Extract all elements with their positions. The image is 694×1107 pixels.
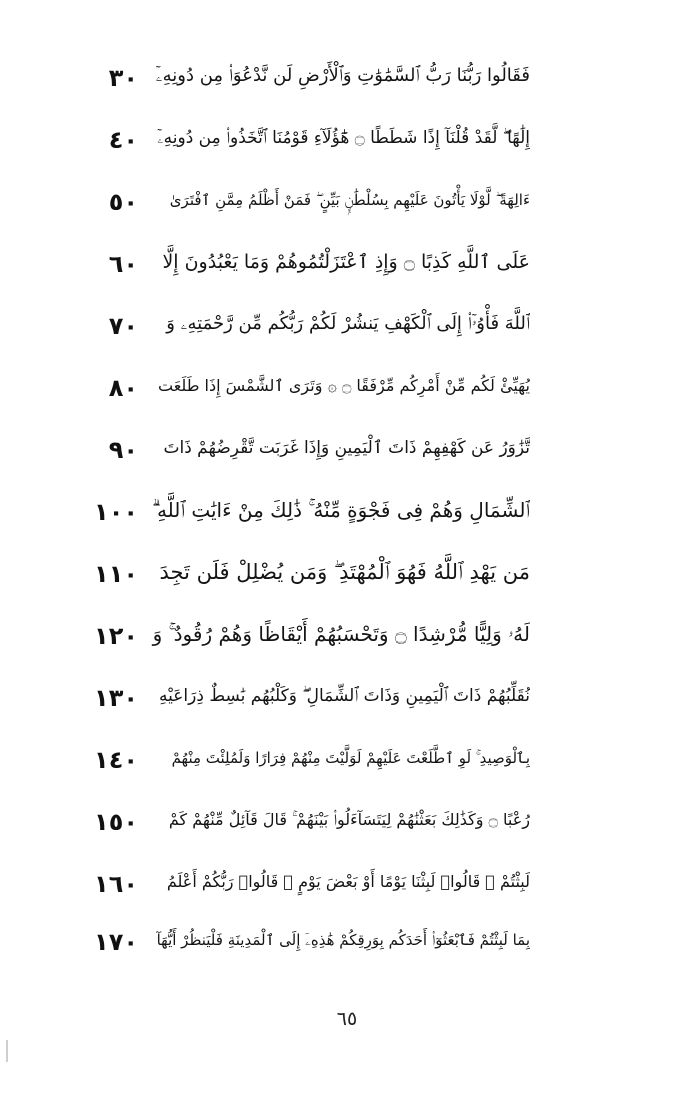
verse-text: إِلَٰهًا ۖ لَّقَدْ قُلْنَآ إِذًا شَطَطًا ۝ هَٰٓؤُلَآءِ قَوْمُنَا ٱتَّخَذُوا۟ مِن دُونِهِۦٓ bbox=[157, 128, 530, 148]
line-count-number: ٨٠ bbox=[108, 374, 138, 402]
page-number: ٦٥ bbox=[336, 1008, 358, 1030]
line-count-number: ٧٠ bbox=[108, 312, 138, 340]
verse-text: بِمَا لَبِثْتُمْ فَٱبْعَثُوٓا۟ أَحَدَكُم بِوَرِقِكُمْ هَٰذِهِۦٓ إِلَى ٱلْمَدِينَةِ فَلْيَنظُرْ أَيُّهَآ bbox=[156, 931, 530, 949]
verse-text: ٱلشِّمَالِ وَهُمْ فِى فَجْوَةٍ مِّنْهُ ۚ ذَٰلِكَ مِنْ ءَايَٰتِ ٱللَّهِ ۗ bbox=[151, 498, 530, 522]
text-line-6 bbox=[0, 360, 694, 410]
verse-text: عَلَى ٱللَّهِ كَذِبًا ۝ وَإِذِ ٱعْتَزَلْتُمُوهُمْ وَمَا يَعْبُدُونَ إِلَّا bbox=[162, 251, 530, 273]
line-count-number: ٤٠ bbox=[108, 126, 138, 154]
line-count-number: ٥٠ bbox=[108, 188, 138, 216]
verse-text: نُقَلِّبُهُمْ ذَاتَ ٱلْيَمِينِ وَذَاتَ ٱلشِّمَالِ ۖ وَكَلْبُهُم بَٰسِطٌ ذِرَاعَيْهِ bbox=[159, 686, 530, 706]
verse-text: مَن يَهْدِ ٱللَّهُ فَهُوَ ٱلْمُهْتَدِ ۖ وَمَن يُضْلِلْ فَلَن تَجِدَ bbox=[159, 560, 530, 584]
line-count-number: ١٤٠ bbox=[94, 746, 138, 774]
verse-text: بِٱلْوَصِيدِ ۚ لَوِ ٱطَّلَعْتَ عَلَيْهِمْ لَوَلَّيْتَ مِنْهُمْ فِرَارًا وَلَمُلِئْتَ مِنْهُمْ bbox=[171, 749, 530, 767]
text-line-13 bbox=[0, 794, 694, 844]
text-line-2 bbox=[0, 112, 694, 162]
verse-text: ٱللَّهَ فَأْوُۥٓا۟ إِلَى ٱلْكَهْفِ يَنشُرْ لَكُمْ رَبُّكُم مِّن رَّحْمَتِهِۦ وَ bbox=[166, 313, 530, 334]
verse-text: لَبِثْتُمْ ۖ قَالُوا۟ لَبِثْنَا يَوْمًا أَوْ بَعْضَ يَوْمٍ ۚ قَالُوا۟ رَبُّكُمْ أَعْلَمُ bbox=[166, 872, 530, 891]
line-count-number: ١٦٠ bbox=[94, 870, 138, 898]
verse-text: ءَالِهَةً ۖ لَّوْلَا يَأْتُونَ عَلَيْهِم بِسُلْطَٰنٍۭ بَيِّنٍ ۖ فَمَنْ أَظْلَمُ مِمَّنِ ٱفْتَرَىٰ bbox=[169, 191, 530, 209]
line-count-number: ١٧٠ bbox=[94, 928, 138, 956]
verse-text: لَهُۥ وَلِيًّا مُّرْشِدًا ۝ وَتَحْسَبُهُمْ أَيْقَاظًا وَهُمْ رُقُودٌ ۚ وَ bbox=[152, 622, 530, 646]
text-line-1 bbox=[0, 50, 694, 100]
verse-text: تَّزَٰوَرُ عَن كَهْفِهِمْ ذَاتَ ٱلْيَمِينِ وَإِذَا غَرَبَت تَّقْرِضُهُمْ ذَاتَ bbox=[163, 438, 530, 458]
line-count-number: ٩٠ bbox=[108, 436, 138, 464]
text-line-9 bbox=[0, 546, 694, 596]
text-line-11 bbox=[0, 670, 694, 720]
text-line-3 bbox=[0, 174, 694, 224]
scan-edge-mark bbox=[6, 1040, 8, 1062]
verse-text: فَقَالُوا رَبُّنَا رَبُّ ٱلسَّمَٰوَٰتِ وَٱلْأَرْضِ لَن نَّدْعُوَا۟ مِن دُونِهِۦٓ bbox=[155, 65, 530, 86]
text-line-5 bbox=[0, 298, 694, 348]
text-line-7 bbox=[0, 422, 694, 472]
line-count-number: ١٢٠ bbox=[94, 622, 138, 650]
line-count-number: ١٣٠ bbox=[94, 684, 138, 712]
text-line-14 bbox=[0, 856, 694, 906]
text-line-10 bbox=[0, 608, 694, 658]
line-count-number: ٦٠ bbox=[108, 250, 138, 278]
verse-text: رُعْبًا ۝ وَكَذَٰلِكَ بَعَثْنَٰهُمْ لِيَتَسَآءَلُوا۟ بَيْنَهُمْ ۚ قَالَ قَآئِلٌ مِّنْهُمْ كَمْ bbox=[168, 810, 530, 829]
text-line-4 bbox=[0, 236, 694, 286]
line-count-number: ١٠٠ bbox=[94, 498, 138, 526]
line-count-number: ١١٠ bbox=[94, 560, 138, 588]
text-line-15 bbox=[0, 914, 694, 964]
text-line-12 bbox=[0, 732, 694, 782]
verse-text: يُهَيِّئْ لَكُم مِّنْ أَمْرِكُم مِّرْفَقًا ۝ ۞ وَتَرَى ٱلشَّمْسَ إِذَا طَلَعَت bbox=[157, 376, 530, 395]
line-count-number: ٣٠ bbox=[108, 64, 138, 92]
line-count-number: ١٥٠ bbox=[94, 808, 138, 836]
text-line-8 bbox=[0, 484, 694, 534]
